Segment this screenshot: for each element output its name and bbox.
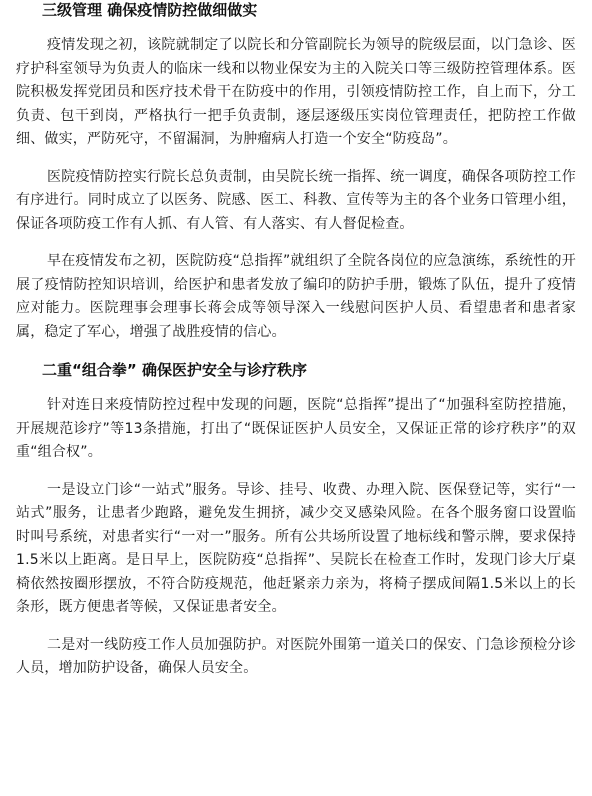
paragraph-emergency-drill: 早在疫情发布之初，医院防疫“总指挥”就组织了全院各岗位的应急演练，系统性的开展了疫情防控知识培训，给医护和患者发放了编印的防护手册，锻炼了队伍，提升了疫情应对能力。医院理事会理事长蒋会成等领导深入一线慰问医护人员、看望患者和患者家属，稳定了军心，增强了战胜疫情的信心。	[16, 253, 576, 340]
section-heading-combination-punch: 二重“组合拳” 确保医护安全与诊疗秩序	[42, 361, 307, 379]
paragraph-one-stop-service: 一是设立门诊“一站式”服务。导诊、挂号、收费、办理入院、医保登记等，实行“一站式”服务，让患者少跑路，避免发生拥挤，减少交叉感染风险。在各个服务窗口设置临时叫号系统，对患者实行“一对一”服务。所有公共场所设置了地标线和警示牌，要求保持1.5米以上距离。是日早上，医院防疫“总指挥”、吴院长在检查工作时，发现门诊大厅桌椅依然按圈形摆放，不符合防疫规范，他赶紧亲力亲为，将椅子摆成间隔1.5米以上的长条形，既方便患者等候，又保证患者安全。	[16, 481, 576, 615]
section-heading-three-level-management: 三级管理 确保疫情防控做细做实	[42, 1, 258, 19]
paragraph-president-responsibility: 医院疫情防控实行院长总负责制，由吴院长统一指挥、统一调度，确保各项防控工作有序进行。同时成立了以医务、院感、医工、科教、宣传等为主的各个业务口管理小组，保证各项防疫工作有人抓、有人管、有人落实、有人督促检查。	[16, 168, 576, 232]
paragraph-13-measures: 针对连日来疫情防控过程中发现的问题，医院“总指挥”提出了“加强科室防控措施，开展规范诊疗”等13条措施，打出了“既保证医护人员安全，又保证正常的诊疗秩序”的双重“组合权”。	[16, 397, 576, 460]
paragraph-frontline-protection: 二是对一线防疫工作人员加强防护。对医院外围第一道关口的保安、门急诊预检分诊人员，增加防护设备，确保人员安全。	[16, 636, 576, 676]
paragraph-epidemic-discovery: 疫情发现之初，该院就制定了以院长和分管副院长为领导的院级层面，以门急诊、医疗护科室领导为负责人的临床一线和以物业保安为主的入院关口等三级防控管理体系。医院积极发挥党团员和医疗技术骨干在防疫中的作用，引领疫情防控工作，自上而下，分工负责、包干到岗，严格执行一把手负责制，逐层逐级压实岗位管理责任，把防控工作做细、做实，严防死守，不留漏洞，为肿瘤病人打造一个安全“防疫岛”。	[16, 37, 576, 147]
